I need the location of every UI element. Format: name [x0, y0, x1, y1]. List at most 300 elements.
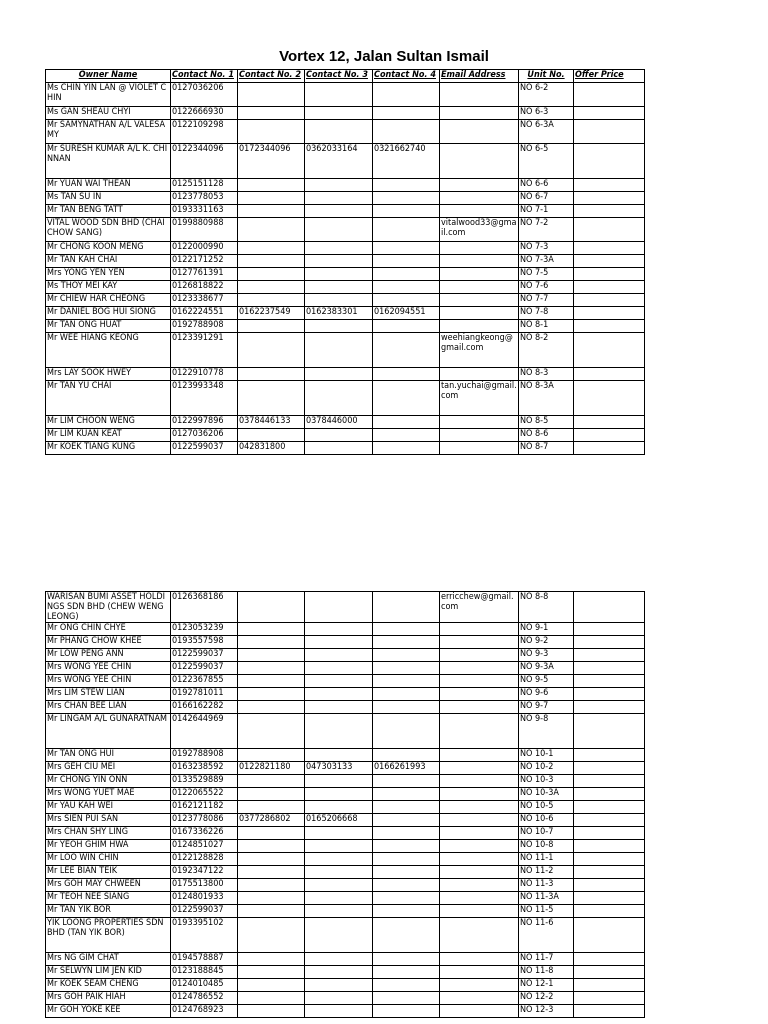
offer-price-cell [574, 429, 645, 442]
table-row [46, 205, 645, 218]
contact-1-cell: 0122367855 [171, 675, 238, 688]
table-row [46, 192, 645, 205]
contact-2-cell [238, 827, 305, 840]
email-cell [440, 688, 519, 701]
contact-3-cell [305, 218, 373, 242]
contact-4-cell [373, 749, 440, 762]
contact-1-cell: 0192347122 [171, 866, 238, 879]
owner-name-cell: Mr LOW PENG ANN [46, 649, 171, 662]
unit-no-cell: NO 8-6 [519, 429, 574, 442]
offer-price-cell [574, 853, 645, 866]
unit-no-cell: NO 7-2 [519, 218, 574, 242]
contact-3-cell [305, 749, 373, 762]
contact-1-cell: 0193395102 [171, 918, 238, 953]
owner-name-cell: Mr WEE HIANG KEONG [46, 333, 171, 368]
contact-3-cell [305, 368, 373, 381]
contact-1-cell: 0192788908 [171, 320, 238, 333]
table-row [46, 966, 645, 979]
contact-3-cell [305, 879, 373, 892]
owner-name-cell: Mrs YONG YEN YEN [46, 268, 171, 281]
contact-2-cell [238, 775, 305, 788]
owner-name-cell: Mr TAN KAH CHAI [46, 255, 171, 268]
contact-4-cell [373, 675, 440, 688]
contact-4-cell [373, 636, 440, 649]
owner-name-cell: Mr ONG CHIN CHYE [46, 623, 171, 636]
contact-1-cell: 0123778053 [171, 192, 238, 205]
contact-1-cell: 0125151128 [171, 179, 238, 192]
owner-table-2 [45, 591, 645, 1018]
header-contact-3: Contact No. 3 [305, 70, 373, 83]
email-cell [440, 268, 519, 281]
unit-no-cell: NO 8-3A [519, 381, 574, 416]
table-row [46, 381, 645, 416]
email-cell [440, 107, 519, 120]
contact-1-cell: 0124801933 [171, 892, 238, 905]
contact-2-cell [238, 675, 305, 688]
unit-no-cell: NO 7-8 [519, 307, 574, 320]
owner-name-cell: Mr TEOH NEE SIANG [46, 892, 171, 905]
offer-price-cell [574, 218, 645, 242]
contact-1-cell: 0124010485 [171, 979, 238, 992]
unit-no-cell: NO 10-3 [519, 775, 574, 788]
table-row [46, 623, 645, 636]
table-row [46, 179, 645, 192]
owner-name-cell: Mr KOEK TIANG KUNG [46, 442, 171, 455]
owner-name-cell: Mr KOEK SEAM CHENG [46, 979, 171, 992]
contact-1-cell: 0162224551 [171, 307, 238, 320]
contact-2-cell [238, 320, 305, 333]
header-offer-price: Offer Price [574, 70, 645, 83]
owner-name-cell: Mr YUAN WAI THEAN [46, 179, 171, 192]
contact-2-cell [238, 242, 305, 255]
table-row [46, 675, 645, 688]
contact-2-cell [238, 662, 305, 675]
offer-price-cell [574, 749, 645, 762]
email-cell [440, 636, 519, 649]
offer-price-cell [574, 381, 645, 416]
owner-name-cell: Mr SELWYN LIM JEN KID [46, 966, 171, 979]
unit-no-cell: NO 9-7 [519, 701, 574, 714]
contact-2-cell [238, 953, 305, 966]
offer-price-cell [574, 866, 645, 879]
unit-no-cell: NO 6-3A [519, 120, 574, 144]
email-cell [440, 649, 519, 662]
contact-1-cell: 0127036206 [171, 429, 238, 442]
email-cell [440, 905, 519, 918]
contact-3-cell: 0362033164 [305, 144, 373, 179]
table-row [46, 442, 645, 455]
contact-2-cell: 0377286802 [238, 814, 305, 827]
unit-no-cell: NO 6-7 [519, 192, 574, 205]
contact-3-cell [305, 381, 373, 416]
contact-4-cell [373, 701, 440, 714]
offer-price-cell [574, 918, 645, 953]
contact-2-cell [238, 905, 305, 918]
offer-price-cell [574, 979, 645, 992]
table-row [46, 953, 645, 966]
offer-price-cell [574, 268, 645, 281]
unit-no-cell: NO 9-3 [519, 649, 574, 662]
contact-1-cell: 0127761391 [171, 268, 238, 281]
contact-2-cell: 0122821180 [238, 762, 305, 775]
contact-4-cell [373, 879, 440, 892]
table-row [46, 879, 645, 892]
contact-4-cell [373, 688, 440, 701]
offer-price-cell [574, 905, 645, 918]
contact-3-cell [305, 442, 373, 455]
table-row [46, 892, 645, 905]
email-cell [440, 701, 519, 714]
table-row [46, 368, 645, 381]
unit-no-cell: NO 9-6 [519, 688, 574, 701]
contact-3-cell: 0378446000 [305, 416, 373, 429]
header-contact-1: Contact No. 1 [171, 70, 238, 83]
contact-3-cell [305, 623, 373, 636]
contact-1-cell: 0124851027 [171, 840, 238, 853]
owner-name-cell: Mrs SIEN PUI SAN [46, 814, 171, 827]
contact-2-cell [238, 192, 305, 205]
contact-2-cell [238, 788, 305, 801]
contact-4-cell [373, 255, 440, 268]
contact-2-cell [238, 179, 305, 192]
contact-4-cell [373, 892, 440, 905]
table-row [46, 281, 645, 294]
table-row [46, 1005, 645, 1018]
email-cell [440, 714, 519, 749]
owner-name-cell: Mrs WONG YUET MAE [46, 788, 171, 801]
unit-no-cell: NO 9-2 [519, 636, 574, 649]
email-cell [440, 827, 519, 840]
email-cell [440, 83, 519, 107]
contact-3-cell [305, 294, 373, 307]
contact-4-cell [373, 107, 440, 120]
contact-1-cell: 0194578887 [171, 953, 238, 966]
unit-no-cell: NO 7-5 [519, 268, 574, 281]
contact-3-cell [305, 966, 373, 979]
contact-3-cell [305, 179, 373, 192]
contact-4-cell [373, 429, 440, 442]
contact-1-cell: 0167336226 [171, 827, 238, 840]
contact-3-cell [305, 840, 373, 853]
contact-3-cell [305, 775, 373, 788]
offer-price-cell [574, 205, 645, 218]
owner-name-cell: Mr TAN ONG HUAT [46, 320, 171, 333]
contact-4-cell [373, 333, 440, 368]
email-cell [440, 749, 519, 762]
contact-2-cell: 042831800 [238, 442, 305, 455]
table-row [46, 866, 645, 879]
contact-3-cell [305, 333, 373, 368]
owner-name-cell: Mrs CHAN SHY LING [46, 827, 171, 840]
email-cell [440, 294, 519, 307]
table-row [46, 827, 645, 840]
table-row [46, 905, 645, 918]
table-row [46, 107, 645, 120]
unit-no-cell: NO 10-1 [519, 749, 574, 762]
offer-price-cell [574, 662, 645, 675]
owner-name-cell: Mrs WONG YEE CHIN [46, 675, 171, 688]
offer-price-cell [574, 892, 645, 905]
owner-name-cell: Mr TAN ONG HUI [46, 749, 171, 762]
unit-no-cell: NO 9-3A [519, 662, 574, 675]
email-cell: vitalwood33@gmail.com [440, 218, 519, 242]
owner-name-cell: Ms GAN SHEAU CHYI [46, 107, 171, 120]
contact-4-cell [373, 192, 440, 205]
contact-4-cell [373, 294, 440, 307]
unit-no-cell: NO 6-3 [519, 107, 574, 120]
header-contact-2: Contact No. 2 [238, 70, 305, 83]
owner-name-cell: Mrs CHAN BEE LIAN [46, 701, 171, 714]
contact-1-cell: 0123053239 [171, 623, 238, 636]
contact-4-cell [373, 775, 440, 788]
contact-2-cell [238, 333, 305, 368]
unit-no-cell: NO 7-3 [519, 242, 574, 255]
contact-4-cell [373, 268, 440, 281]
email-cell [440, 853, 519, 866]
contact-3-cell [305, 268, 373, 281]
contact-3-cell [305, 120, 373, 144]
contact-2-cell [238, 592, 305, 623]
contact-2-cell [238, 918, 305, 953]
contact-1-cell: 0127036206 [171, 83, 238, 107]
offer-price-cell [574, 762, 645, 775]
email-cell: tan.yuchai@gmail.com [440, 381, 519, 416]
table-row [46, 592, 645, 623]
owner-name-cell: Mr YEOH GHIM HWA [46, 840, 171, 853]
table-row [46, 649, 645, 662]
contact-3-cell [305, 701, 373, 714]
offer-price-cell [574, 294, 645, 307]
unit-no-cell: NO 7-1 [519, 205, 574, 218]
contact-3-cell [305, 866, 373, 879]
owner-name-cell: Mr CHONG KOON MENG [46, 242, 171, 255]
offer-price-cell [574, 307, 645, 320]
unit-no-cell: NO 11-7 [519, 953, 574, 966]
offer-price-cell [574, 775, 645, 788]
contact-4-cell [373, 623, 440, 636]
contact-3-cell [305, 853, 373, 866]
email-cell [440, 1005, 519, 1018]
unit-no-cell: NO 11-5 [519, 905, 574, 918]
unit-no-cell: NO 10-8 [519, 840, 574, 853]
contact-2-cell [238, 892, 305, 905]
table-row [46, 294, 645, 307]
contact-3-cell [305, 827, 373, 840]
table-row [46, 701, 645, 714]
offer-price-cell [574, 1005, 645, 1018]
contact-1-cell: 0162121182 [171, 801, 238, 814]
header-contact-4: Contact No. 4 [373, 70, 440, 83]
email-cell [440, 775, 519, 788]
contact-2-cell [238, 205, 305, 218]
email-cell [440, 662, 519, 675]
contact-2-cell [238, 688, 305, 701]
offer-price-cell [574, 416, 645, 429]
email-cell [440, 801, 519, 814]
owner-name-cell: Mrs GEH CIU MEI [46, 762, 171, 775]
owner-name-cell: Mr TAN BENG TATT [46, 205, 171, 218]
contact-3-cell [305, 107, 373, 120]
offer-price-cell [574, 966, 645, 979]
contact-4-cell [373, 416, 440, 429]
contact-1-cell: 0122344096 [171, 144, 238, 179]
document-title: Vortex 12, Jalan Sultan Ismail [279, 48, 489, 65]
contact-2-cell [238, 714, 305, 749]
contact-4-cell [373, 840, 440, 853]
contact-3-cell: 047303133 [305, 762, 373, 775]
contact-3-cell [305, 592, 373, 623]
contact-4-cell [373, 866, 440, 879]
contact-3-cell [305, 953, 373, 966]
offer-price-cell [574, 788, 645, 801]
contact-4-cell [373, 320, 440, 333]
unit-no-cell: NO 10-2 [519, 762, 574, 775]
email-cell [440, 320, 519, 333]
table-row [46, 775, 645, 788]
header-email: Email Address [440, 70, 519, 83]
email-cell [440, 979, 519, 992]
unit-no-cell: NO 10-6 [519, 814, 574, 827]
contact-1-cell: 0122599037 [171, 442, 238, 455]
offer-price-cell [574, 701, 645, 714]
offer-price-cell [574, 192, 645, 205]
offer-price-cell [574, 144, 645, 179]
contact-4-cell [373, 242, 440, 255]
contact-3-cell [305, 979, 373, 992]
contact-2-cell [238, 966, 305, 979]
offer-price-cell [574, 814, 645, 827]
contact-1-cell: 0192788908 [171, 749, 238, 762]
offer-price-cell [574, 649, 645, 662]
contact-1-cell: 0123778086 [171, 814, 238, 827]
contact-1-cell: 0122599037 [171, 649, 238, 662]
email-cell [440, 918, 519, 953]
email-cell [440, 788, 519, 801]
owner-name-cell: Mrs LIM STEW LIAN [46, 688, 171, 701]
unit-no-cell: NO 11-8 [519, 966, 574, 979]
contact-4-cell [373, 714, 440, 749]
header-owner-name: Owner Name [46, 70, 171, 83]
owner-name-cell: Ms TAN SU IN [46, 192, 171, 205]
contact-3-cell [305, 905, 373, 918]
contact-3-cell [305, 801, 373, 814]
contact-2-cell [238, 107, 305, 120]
contact-1-cell: 0123391291 [171, 333, 238, 368]
contact-2-cell [238, 649, 305, 662]
table-row [46, 120, 645, 144]
owner-name-cell: Mr TAN YU CHAI [46, 381, 171, 416]
contact-4-cell: 0321662740 [373, 144, 440, 179]
table-row [46, 788, 645, 801]
table-row [46, 992, 645, 1005]
offer-price-cell [574, 320, 645, 333]
contact-3-cell [305, 788, 373, 801]
unit-no-cell: NO 7-3A [519, 255, 574, 268]
owner-name-cell: Mrs GOH PAIK HIAH [46, 992, 171, 1005]
contact-1-cell: 0142644969 [171, 714, 238, 749]
contact-4-cell [373, 281, 440, 294]
contact-4-cell [373, 1005, 440, 1018]
email-cell [440, 255, 519, 268]
contact-4-cell [373, 179, 440, 192]
table-row [46, 662, 645, 675]
email-cell [440, 281, 519, 294]
email-cell [440, 442, 519, 455]
owner-name-cell: Mr LEE BIAN TEIK [46, 866, 171, 879]
owner-name-cell: YIK LOONG PROPERTIES SDN BHD (TAN YIK BOR) [46, 918, 171, 953]
offer-price-cell [574, 442, 645, 455]
contact-4-cell [373, 218, 440, 242]
contact-3-cell [305, 83, 373, 107]
contact-2-cell [238, 368, 305, 381]
contact-3-cell [305, 320, 373, 333]
contact-2-cell [238, 218, 305, 242]
owner-name-cell: Ms THOY MEI KAY [46, 281, 171, 294]
email-cell [440, 307, 519, 320]
owner-name-cell: Mr GOH YOKE KEE [46, 1005, 171, 1018]
table-row [46, 636, 645, 649]
contact-4-cell [373, 649, 440, 662]
contact-4-cell [373, 788, 440, 801]
header-row [46, 70, 645, 83]
contact-1-cell: 0122599037 [171, 905, 238, 918]
contact-1-cell: 0199880988 [171, 218, 238, 242]
table-row [46, 144, 645, 179]
contact-1-cell: 0122171252 [171, 255, 238, 268]
contact-3-cell [305, 918, 373, 953]
contact-2-cell [238, 1005, 305, 1018]
unit-no-cell: NO 8-5 [519, 416, 574, 429]
contact-3-cell [305, 205, 373, 218]
owner-name-cell: VITAL WOOD SDN BHD (CHAI CHOW SANG) [46, 218, 171, 242]
contact-4-cell [373, 368, 440, 381]
email-cell: weehiangkeong@gmail.com [440, 333, 519, 368]
email-cell [440, 416, 519, 429]
email-cell [440, 762, 519, 775]
owner-name-cell: Mrs NG GIM CHAT [46, 953, 171, 966]
contact-1-cell: 0122910778 [171, 368, 238, 381]
email-cell [440, 814, 519, 827]
contact-2-cell [238, 801, 305, 814]
contact-1-cell: 0126368186 [171, 592, 238, 623]
contact-2-cell [238, 83, 305, 107]
table-row [46, 762, 645, 775]
email-cell [440, 205, 519, 218]
header-unit-no: Unit No. [519, 70, 574, 83]
table-row [46, 320, 645, 333]
table-row [46, 801, 645, 814]
contact-1-cell: 0123338677 [171, 294, 238, 307]
unit-no-cell: NO 8-3 [519, 368, 574, 381]
offer-price-cell [574, 801, 645, 814]
table-row [46, 814, 645, 827]
owner-name-cell: Ms CHIN YIN LAN @ VIOLET CHIN [46, 83, 171, 107]
owner-table-1 [45, 69, 645, 455]
contact-1-cell: 0122666930 [171, 107, 238, 120]
contact-4-cell [373, 992, 440, 1005]
contact-1-cell: 0126818822 [171, 281, 238, 294]
contact-1-cell: 0163238592 [171, 762, 238, 775]
owner-name-cell: Mr LINGAM A/L GUNARATNAM [46, 714, 171, 749]
unit-no-cell: NO 8-1 [519, 320, 574, 333]
offer-price-cell [574, 242, 645, 255]
unit-no-cell: NO 9-1 [519, 623, 574, 636]
contact-1-cell: 0133529889 [171, 775, 238, 788]
table-row [46, 218, 645, 242]
table-row [46, 840, 645, 853]
owner-name-cell: Mr SURESH KUMAR A/L K. CHINNAN [46, 144, 171, 179]
owner-name-cell: Mr YAU KAH WEI [46, 801, 171, 814]
